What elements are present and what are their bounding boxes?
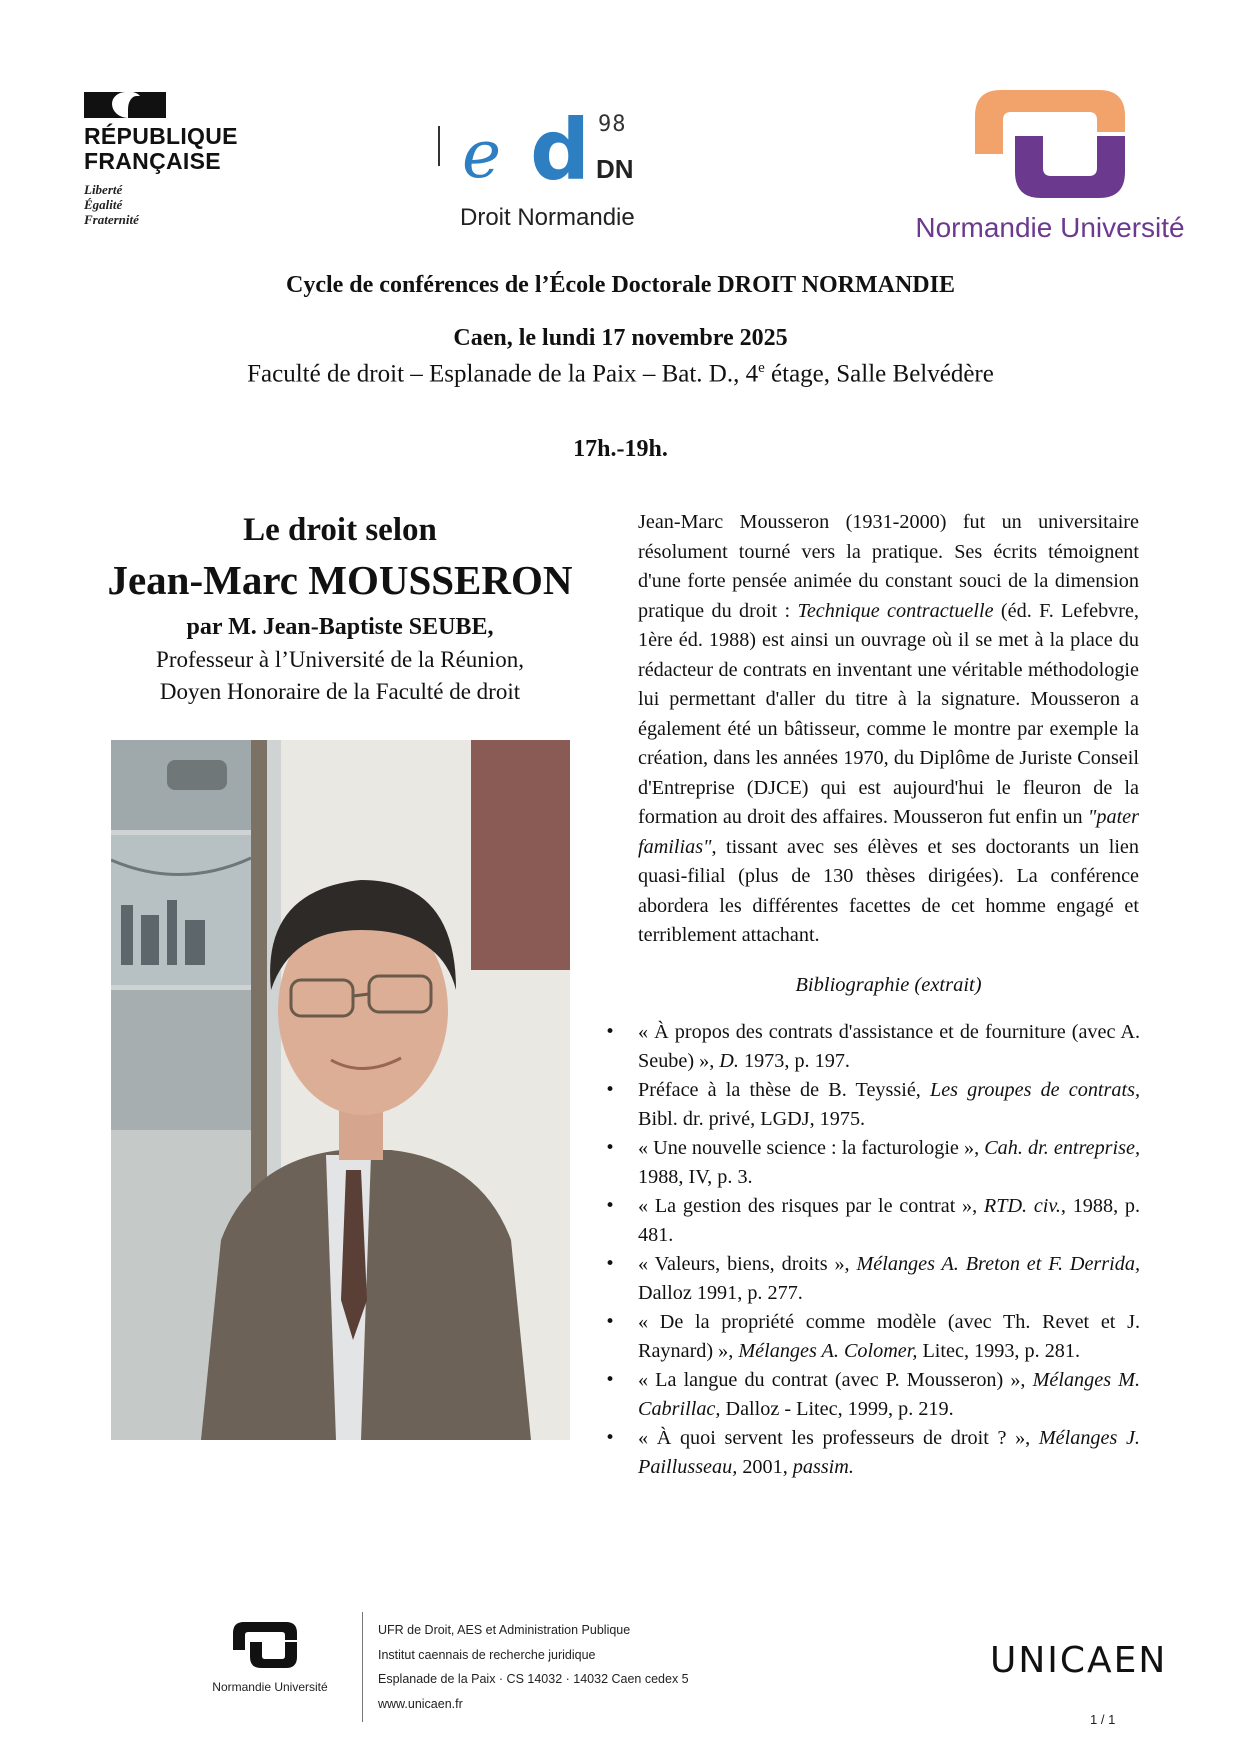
bibliography-item-text: 1973, p. 197. xyxy=(738,1050,850,1072)
event-venue xyxy=(0,360,1241,388)
abstract-text-3: , tissant avec ses élèves et ses doctorants un lien quasi-filial (plus de 130 thèses dirigées). La conférence abordera les différentes facettes de cet homme engagé et terriblement attachant. xyxy=(638,835,1139,946)
ed-label: Droit Normandie xyxy=(460,204,635,231)
bibliography-item xyxy=(600,1076,1140,1134)
bibliography-item xyxy=(600,1250,1140,1308)
bibliography-item xyxy=(600,1192,1140,1250)
bibliography-item-italic: Mélanges A. Colomer, xyxy=(738,1340,918,1362)
bullet-icon: • xyxy=(604,1080,616,1100)
bullet-icon: • xyxy=(604,1428,616,1448)
marianne-icon xyxy=(84,92,166,118)
footer-normandie-universite-logo xyxy=(195,1620,345,1700)
footer-address-line: Esplanade de la Paix · CS 14032 · 14032 Caen cedex 5 xyxy=(378,1672,689,1686)
footer-normandie-universite-mark-icon xyxy=(230,1620,300,1670)
ed-number: 98 xyxy=(598,112,627,137)
bibliography-item xyxy=(600,1366,1140,1424)
bibliography-item-text: « À quoi servent les professeurs de droit ? », xyxy=(638,1427,1039,1449)
normandie-universite-logo xyxy=(905,84,1195,244)
bibliography-item-italic: Mélanges M. Cabrillac, xyxy=(638,1369,1140,1420)
bibliography-item-text: « Valeurs, biens, droits », xyxy=(638,1253,857,1275)
speaker-role-2: Doyen Honoraire de la Faculté de droit xyxy=(159,679,521,704)
bullet-icon: • xyxy=(604,1022,616,1042)
talk-title-line1: Le droit selon xyxy=(243,512,437,548)
footer-address xyxy=(378,1618,689,1716)
bullet-icon: • xyxy=(604,1254,616,1274)
bibliography-item-italic: D. xyxy=(719,1050,739,1072)
bibliography-item-text: , 1988, p. 481. xyxy=(638,1195,1140,1246)
bibliography-item-italic: Mélanges A. Breton et F. Derrida, xyxy=(856,1253,1140,1275)
abstract-italic-title: Technique contractuelle xyxy=(797,599,994,622)
bibliography-item-text: Préface à la thèse de B. Teyssié, xyxy=(638,1079,930,1101)
bibliography-item-italic: Les groupes de contrats, xyxy=(929,1079,1140,1101)
normandie-universite-label: Normandie Université xyxy=(915,212,1185,243)
bibliography-item xyxy=(600,1424,1140,1482)
bibliography-item-text: « À propos des contrats d'assistance et de fourniture (avec A. Seube) », xyxy=(638,1021,1140,1072)
speaker-name: par M. Jean-Baptiste SEUBE, xyxy=(186,614,494,640)
talk-heading xyxy=(60,510,620,708)
abstract-text-1: Jean-Marc Mousseron (1931-2000) fut un universitaire résolument tourné vers la pratique. Ses écrits témoignent d'une forte pensée animée du constant souci de la dimension pratique du droit : xyxy=(638,511,1139,622)
bullet-icon: • xyxy=(604,1138,616,1158)
logo-divider xyxy=(438,126,440,166)
speaker-role-1: Professeur à l’Université de la Réunion, xyxy=(156,647,524,672)
bibliography-item-italic: Mélanges J. Paillusseau, xyxy=(638,1427,1140,1478)
bibliography-item-text: Litec, 1993, p. 281. xyxy=(917,1340,1081,1362)
talk-abstract xyxy=(638,508,1139,951)
bibliography-item-text: Bibl. dr. privé, LGDJ, 1975. xyxy=(638,1108,866,1130)
cycle-title: Cycle de conférences de l’École Doctorale DROIT NORMANDIE xyxy=(286,272,955,298)
bibliography-item-italic: passim. xyxy=(792,1456,854,1478)
footer-address-line: Institut caennais de recherche juridique xyxy=(378,1647,596,1662)
republique-francaise-logo xyxy=(84,92,284,232)
bibliography-item-text: 2001, xyxy=(737,1456,793,1478)
footer-divider xyxy=(362,1612,363,1722)
bibliography-item-italic: RTD. civ. xyxy=(983,1195,1061,1217)
unicaen-logo: UNICAEN xyxy=(990,1640,1168,1681)
page-number: 1 / 1 xyxy=(1090,1712,1116,1727)
bibliography-item xyxy=(600,1308,1140,1366)
footer-website-link[interactable]: www.unicaen.fr xyxy=(378,1696,463,1711)
talk-title-line2: Jean-Marc MOUSSERON xyxy=(107,557,573,603)
bibliography-item-text: « La langue du contrat (avec P. Mousseron) », xyxy=(638,1369,1033,1391)
bibliography-item-text: « La gestion des risques par le contrat », xyxy=(638,1195,984,1217)
ecole-doctorale-logo xyxy=(438,101,688,238)
venue-superscript: e xyxy=(758,360,765,376)
footer-nu-label: Normandie Université xyxy=(212,1680,328,1694)
ed-acronym: DN xyxy=(596,154,634,184)
bibliography-item-text: 1988, IV, p. 3. xyxy=(638,1166,753,1188)
abstract-italic-phrase: "pater familias" xyxy=(638,806,1139,858)
event-time: 17h.-19h. xyxy=(573,436,668,462)
event-date: Caen, le lundi 17 novembre 2025 xyxy=(453,325,788,351)
normandie-universite-mark-icon xyxy=(967,84,1133,204)
portrait-photo xyxy=(111,740,570,1440)
bibliography-item xyxy=(600,1134,1140,1192)
bibliography-item xyxy=(600,1018,1140,1076)
ed-d-glyph: d xyxy=(530,101,591,199)
bibliography-list xyxy=(600,1018,1140,1482)
bullet-icon: • xyxy=(604,1370,616,1390)
bibliography-item-text: « De la propriété comme modèle (avec Th. Revet et J. Raynard) », xyxy=(638,1311,1140,1362)
footer-address-line: UFR de Droit, AES et Administration Publique xyxy=(378,1623,631,1637)
ed-e-glyph: e xyxy=(462,116,502,193)
venue-text-start: Faculté de droit – Esplanade de la Paix – Bat. D., 4 xyxy=(247,360,759,388)
bibliography-item-text: Dalloz - Litec, 1999, p. 219. xyxy=(720,1398,954,1420)
bibliography-item-text: « Une nouvelle science : la facturologie », xyxy=(638,1137,985,1159)
venue-text-end: étage, Salle Belvédère xyxy=(764,360,994,388)
abstract-text-2: (éd. F. Lefebvre, 1ère éd. 1988) est ainsi un ouvrage où il se met à la place du rédacteur de contrats en inventant une véritable méthodologie lui permettant d'aller du titre à la signature. Mousseron a également été un bâtisseur, comme le montre par exemple la création, dans les années 1970, du Diplôme de Juriste Conseil d'Entreprise (DJCE) qui est aujourd'hui le fleuron de la formation au droit des affaires. Mousseron fut enfin un xyxy=(638,599,1139,828)
republique-francaise-motto: Liberté Égalité Fraternité xyxy=(84,182,139,227)
bibliography-item-text: Dalloz 1991, p. 277. xyxy=(638,1282,803,1304)
bullet-icon: • xyxy=(604,1196,616,1216)
bibliography-title: Bibliographie (extrait) xyxy=(795,974,982,996)
republique-francaise-name: RÉPUBLIQUE FRANÇAISE xyxy=(84,123,238,174)
bibliography-item-italic: Cah. dr. entreprise, xyxy=(984,1137,1141,1159)
bullet-icon: • xyxy=(604,1312,616,1332)
